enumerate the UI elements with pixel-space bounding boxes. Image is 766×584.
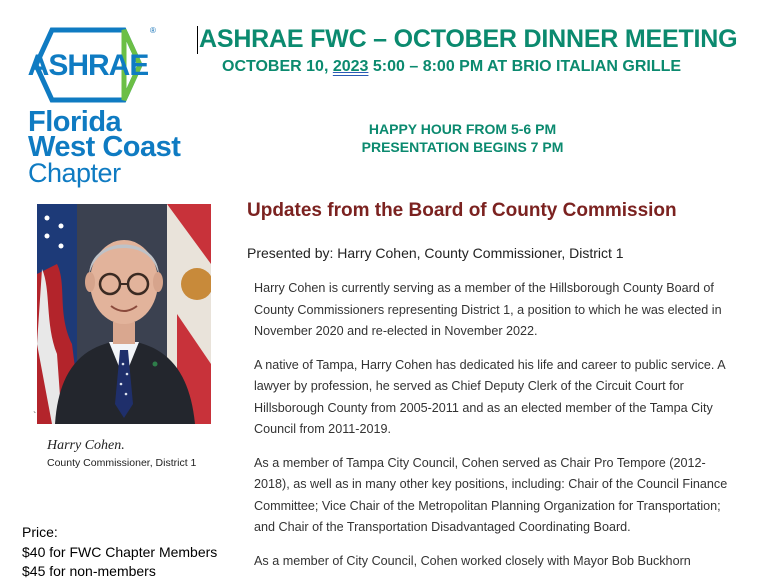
presentation-time-line: PRESENTATION BEGINS 7 PM [361, 139, 564, 155]
logo-acronym: ASHRAE [28, 49, 148, 82]
page-title: ASHRAE FWC – OCTOBER DINNER MEETING [199, 25, 738, 53]
date-suffix: 5:00 – 8:00 PM AT BRIO ITALIAN GRILLE [368, 58, 682, 75]
article-paragraph: As a member of Tampa City Council, Cohen served as Chair Pro Tempore (2012-2018), as well as in many other key positions, including: Chair of the Council Finance Committee; Vice Chair of the Metropolitan Planning Organization for Transportation; and Chair of the Transportation Disadvantaged Coordinating Board. [254, 455, 728, 534]
price-block [22, 523, 217, 582]
price-members: $40 for FWC Chapter Members [22, 543, 218, 560]
date-year: 2023 [332, 58, 369, 75]
happy-hour-line: HAPPY HOUR FROM 5-6 PM [368, 121, 557, 137]
article-title: Updates from the Board of County Commission [247, 200, 677, 221]
article-paragraph: Harry Cohen is currently serving as a member of the Hillsborough County Board of County Commissioners representing District 1, a position to which he was elected in November 2020 and re-elected in November 2022. [254, 281, 722, 338]
logo-line-chapter: Chapter [28, 158, 121, 188]
price-non-members: $45 for non-members [22, 563, 156, 579]
photo-caption-name: Harry Cohen. [47, 438, 125, 453]
article-paragraph: A native of Tampa, Harry Cohen has dedicated his life and career to public service. A lawyer by profession, he served as Chief Deputy Clerk of the Circuit Court for Hillsborough County from 2005-2011 and as an elected member of the Tampa City Council from 2011-2019. [254, 357, 725, 436]
stray-mark: ` [33, 411, 37, 422]
event-date-line [222, 58, 681, 76]
photo-caption-role: County Commissioner, District 1 [47, 457, 197, 469]
article-paragraph: As a member of City Council, Cohen worked closely with Mayor Bob Buckhorn [254, 553, 691, 568]
ashrae-fwc-logo [28, 26, 181, 191]
price-label: Price: [22, 524, 58, 540]
speaker-photo [37, 204, 211, 424]
registered-mark: ® [150, 26, 156, 35]
article-body [254, 278, 732, 584]
presented-by: Presented by: Harry Cohen, County Commissioner, District 1 [247, 245, 624, 261]
text-cursor [197, 26, 198, 54]
logo-line-west-coast: West Coast [28, 131, 181, 163]
date-prefix: OCTOBER 10, [222, 58, 333, 75]
logo-line-florida: Florida [28, 106, 122, 138]
hexagon-icon [28, 26, 148, 104]
